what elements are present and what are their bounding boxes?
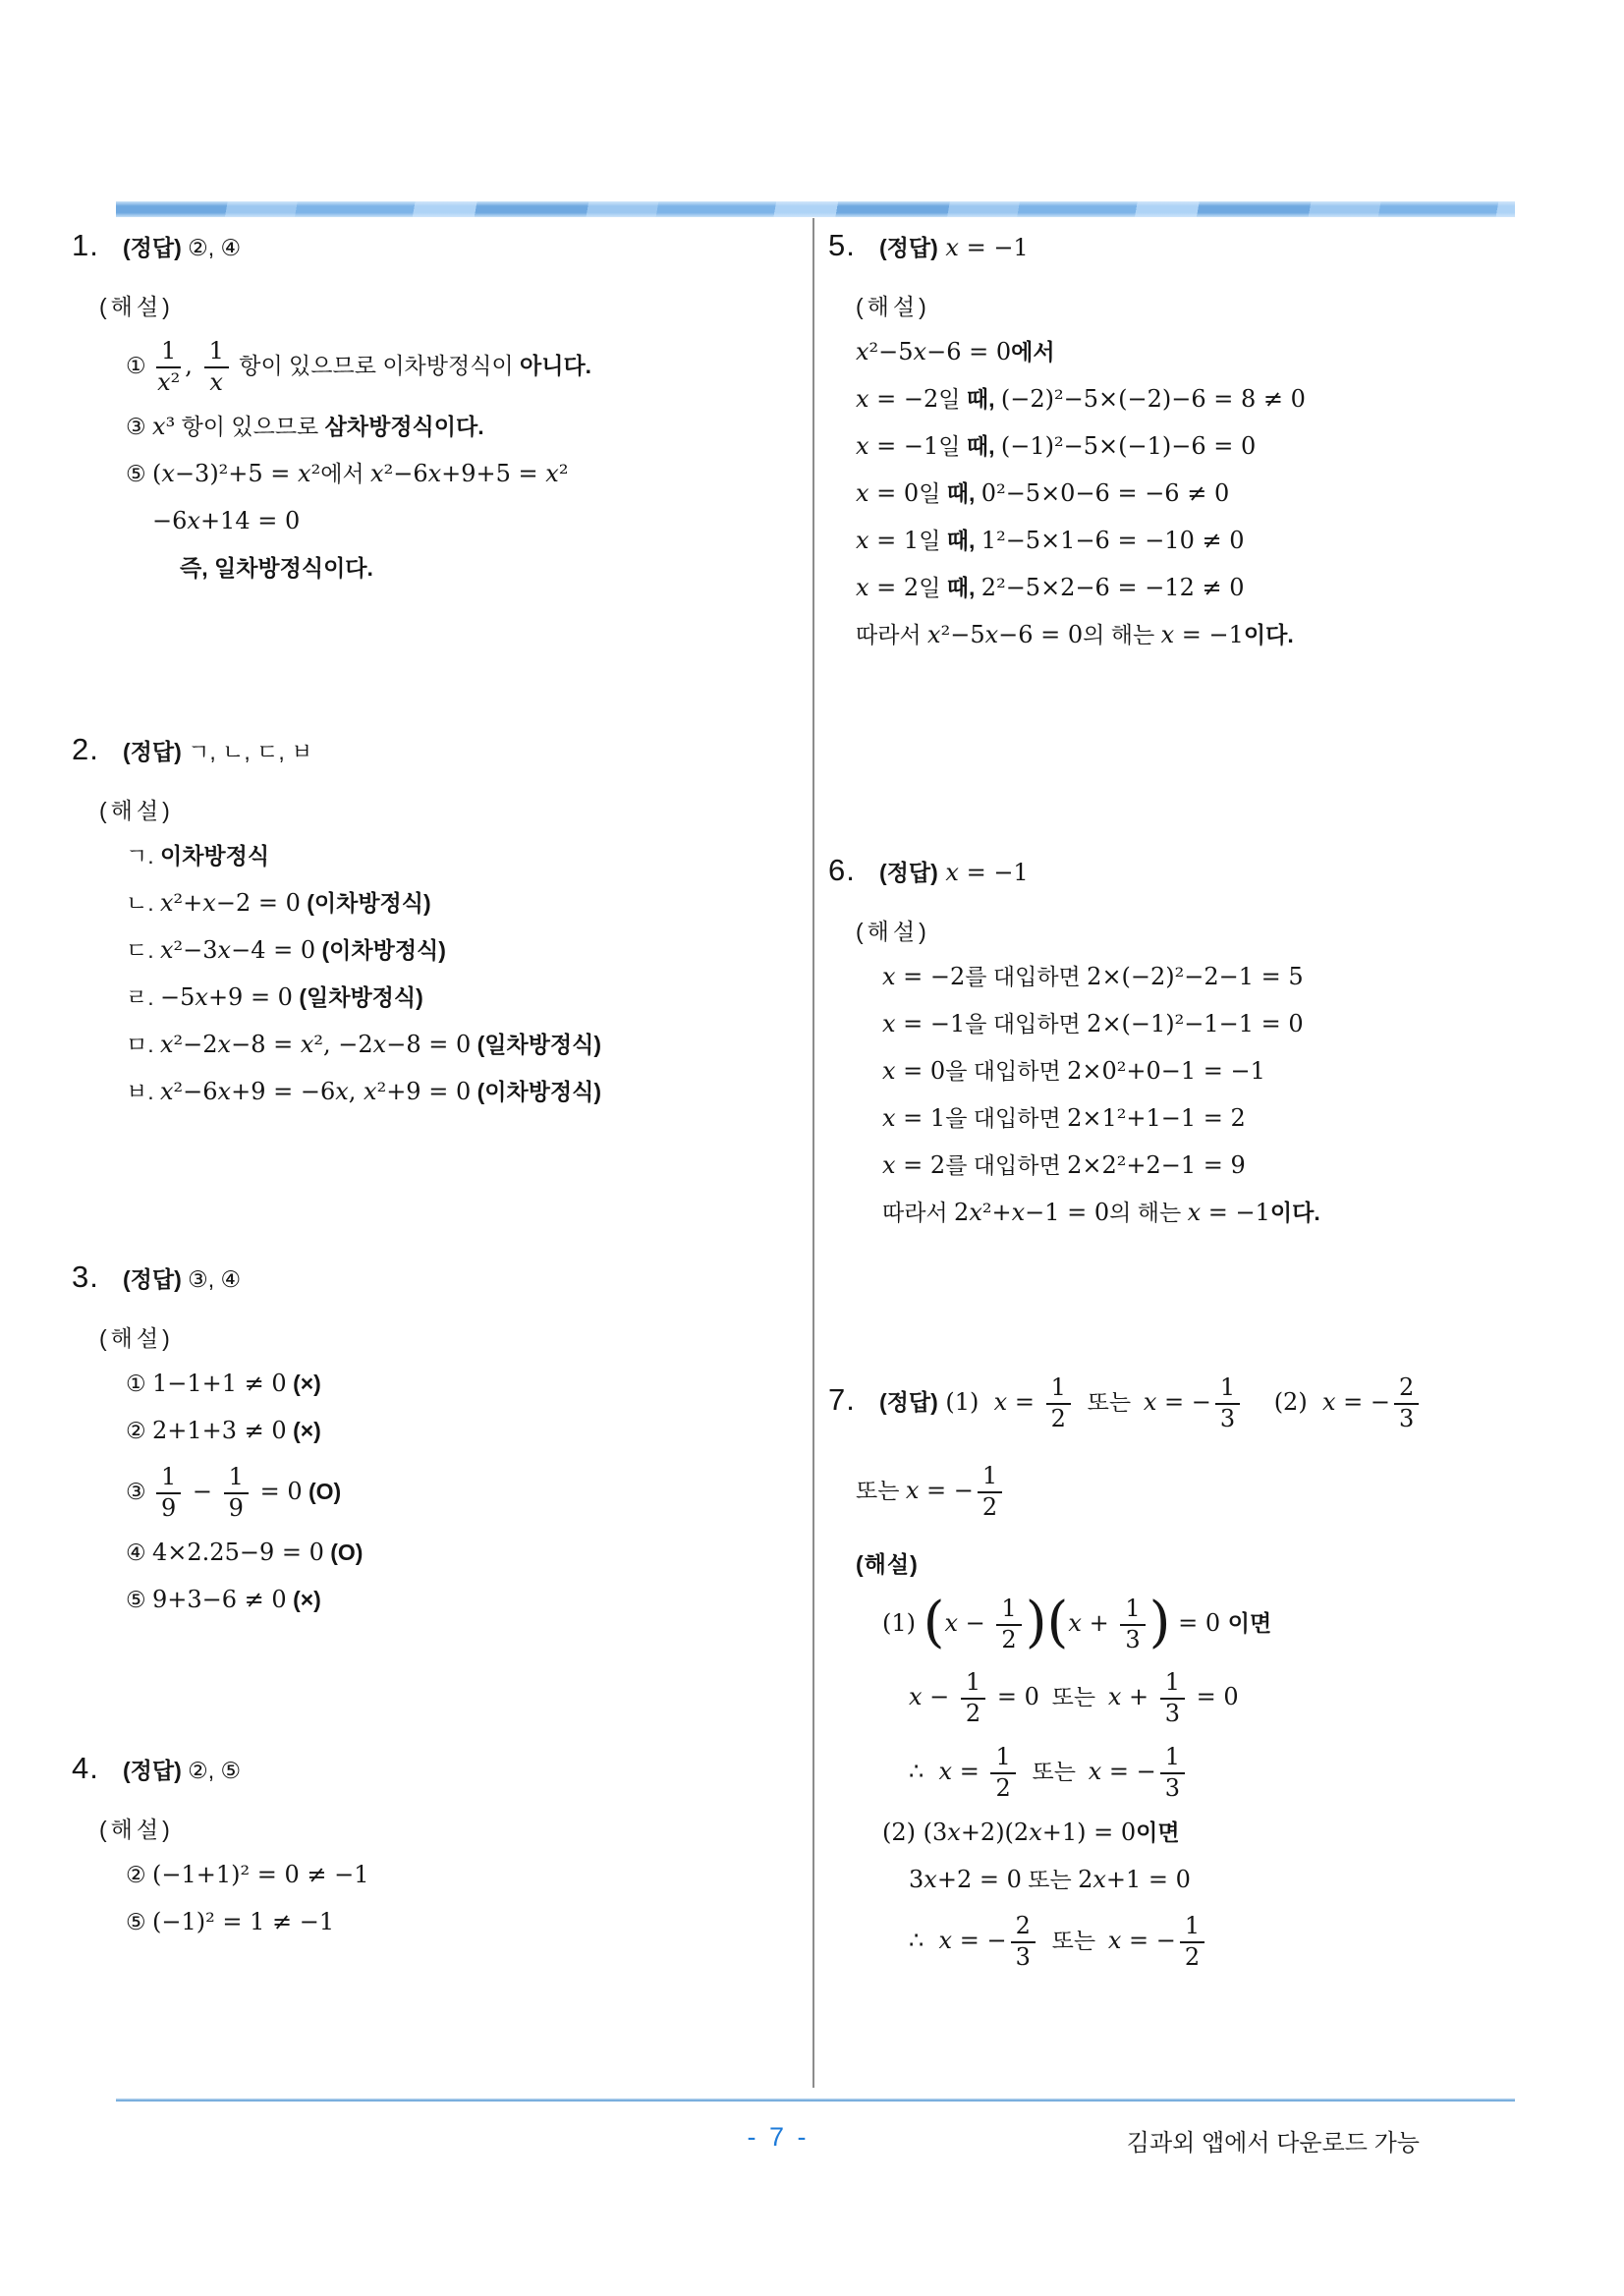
bold-text: 때, [946,480,981,506]
bold-text: 때, [966,386,1001,412]
bold-text: (정답) [123,1266,182,1292]
text-run: ㅁ. [126,1032,160,1057]
math-run: 3 [1398,1404,1415,1432]
text-run: 를 대입하면 [945,1152,1068,1178]
math-run: x = 0 [856,479,920,507]
math-run: x = − [1321,1387,1390,1416]
bold-text: (×) [293,1586,321,1612]
math-run: x²−2x−8 = x², −2x−8 = 0 [160,1031,472,1058]
text-run: ③ [126,413,153,439]
text-run: 또는 [1019,1759,1089,1785]
math-run: −6x+14 = 0 [152,506,301,534]
solution-line [882,1008,1560,1040]
footer-note: 김과외 앱에서 다운로드 가능 [1126,2130,1420,2156]
math-run: 2 [981,1492,998,1521]
math-run: (1) [937,1387,994,1416]
math-run: 3 [1219,1404,1236,1432]
solution-line [126,1415,804,1447]
math-run: x = −1 [945,234,1029,261]
solution-line [126,1859,804,1891]
math-run: 2×2²+2−1 = 9 [1067,1151,1246,1179]
math-run: 1 [1164,1668,1181,1697]
bold-text: (일차방정식) [476,1032,602,1057]
solution-line [126,840,804,872]
math-run: x²−6x+9+5 = x² [370,459,569,487]
math-run: 1 [1219,1373,1236,1401]
math-run: ∴ x = [909,1758,987,1786]
text-run: ① [126,352,153,378]
fraction [1215,1375,1240,1432]
math-run: 2 [1184,1942,1201,1971]
bold-text: (이차방정식) [476,1079,602,1104]
solution-line [856,1461,1560,1521]
math-run: 2x²+x−1 = 0 [954,1199,1110,1226]
fraction [1394,1375,1419,1432]
text-run: 또는 [1038,1684,1108,1710]
solution-line [126,1029,804,1061]
math-run: 1 [228,1463,244,1490]
math-run: x = 2 [856,574,920,601]
answer-line [828,853,1560,888]
text-run: ㄹ. [126,984,160,1010]
text-run: ⑤ [126,1586,153,1612]
answer-line [828,228,1560,263]
math-run: 2 [965,1700,981,1728]
answer-tokens [123,1261,241,1294]
solution-line [882,1590,1560,1654]
math-run: x = −2 [882,963,966,990]
math-run: 1 [161,1463,177,1490]
bold-text: (정답) [879,235,938,260]
text-run: 일 [938,433,967,459]
math-run: 2 [1001,1625,1017,1653]
text-run: ②, ⑤ [181,1758,242,1783]
solution-line [126,339,804,396]
text-run: ㅂ. [126,1079,160,1104]
solution-line [882,1149,1560,1182]
solution-line [126,1906,804,1938]
fraction [1046,1375,1071,1432]
bold-text: (이차방정식) [321,937,446,963]
solution-line [909,1745,1560,1802]
text-run: 일 [919,575,947,600]
text-run: 또는 [856,1477,906,1503]
fraction [961,1670,985,1727]
big-paren: ) [1025,1590,1047,1654]
math-run: x = −1 [945,859,1029,886]
math-run: x = 1 [882,1104,946,1132]
math-run: 9 [161,1493,177,1522]
answer-line [828,1375,1560,1432]
math-run: x²−5x−6 = 0 [927,621,1084,648]
bold-text: 때, [946,575,981,600]
math-run: x = −1 [1187,1199,1270,1226]
math-run: x + [1068,1608,1117,1637]
answer-tokens [879,230,1029,262]
math-run: 2×0²+0−1 = −1 [1067,1057,1265,1085]
math-run: 1 [981,1461,998,1489]
math-run: −5x+9 = 0 [160,983,293,1011]
math-run: 1 [1125,1594,1141,1622]
math-run: (−2)²−5×(−2)−6 = 8 ≠ 0 [1000,385,1306,413]
text-run: 일 [919,528,947,553]
math-run: x = − [1088,1758,1156,1786]
column-divider [812,218,814,2088]
solution-line [180,552,804,585]
math-run: = 0 [252,1477,303,1505]
solution-line [126,458,804,490]
math-run: x² [157,367,181,396]
problem-number: 1. [72,228,99,262]
math-run: 1 [208,337,224,364]
answer-line [72,228,804,263]
text-run: ②, ④ [181,235,242,260]
math-run: x [209,367,223,396]
bold-text: 삼차방정식이다. [324,413,484,439]
math-run: 2+1+3 ≠ 0 [152,1417,287,1444]
math-run: 0²−5×0−6 = −6 ≠ 0 [980,479,1230,507]
fraction [1011,1914,1036,1971]
explanation-label: (해설) [856,294,930,319]
text-run: ㄴ. [126,890,160,916]
math-run: 1 [1164,1743,1181,1771]
text-run: ② [126,1862,153,1887]
text-run: ⑤ [126,1909,153,1934]
answer-tokens [123,734,312,766]
bold-text: 이차방정식 [160,843,270,868]
explanation-label: (해설) [856,1550,919,1577]
math-run: 1 [995,1743,1011,1771]
math-run: x = −1 [882,1010,966,1037]
math-run: x = −2 [856,385,939,413]
fraction [978,1461,1002,1521]
bold-text: (정답) [123,235,182,260]
math-run: 1 [1050,1373,1066,1401]
fraction [1180,1914,1204,1971]
text-run: 또는 [1074,1388,1144,1415]
fraction [204,339,229,396]
text-run: 일 [919,480,947,506]
solution-line [126,1076,804,1108]
text-run: ② [126,1418,153,1443]
solution-line [882,1102,1560,1135]
explanation-label: (해설) [99,798,174,823]
bold-text: 때, [966,433,1001,459]
text-run: 따라서 [882,1200,955,1225]
text-run: ㄱ. [126,843,160,868]
math-run: x = 1 [856,527,920,554]
math-run: 2x+1 = 0 [1078,1866,1191,1894]
bold-text: 아니다. [520,352,592,378]
math-run: = 0 [1170,1608,1228,1637]
text-run: 의 해는 [1083,622,1161,647]
big-paren: ( [1046,1590,1069,1654]
big-paren: ( [923,1590,945,1654]
math-run: x = − [1107,1927,1176,1955]
text-run: 따라서 [856,622,928,647]
problem-number: 4. [72,1751,99,1785]
page-number: - 7 - [747,2122,810,2152]
math-run: 1 [965,1668,981,1697]
solution-line [856,430,1560,463]
bold-text: 이다. [1243,622,1294,647]
math-run: 3x+2 = 0 [909,1866,1022,1894]
math-run: 2 [995,1774,1011,1803]
math-run: 1−1+1 ≠ 0 [152,1370,287,1397]
math-run: (−1)²−5×(−1)−6 = 0 [1000,432,1257,460]
problem-4 [72,1751,804,1938]
header-decoration-bar [116,201,1515,217]
math-run: 2×(−1)²−1−1 = 0 [1087,1010,1304,1037]
math-run: 3 [1015,1942,1031,1971]
bold-text: 에서 [1011,339,1055,364]
math-run: (2) [1244,1387,1322,1416]
bold-text: 이면 [1227,1609,1272,1636]
problem-1 [72,228,804,585]
solution-line [882,1055,1560,1088]
math-run: ∴ x = − [909,1927,1007,1955]
solution-line [856,383,1560,416]
text-run: 항이 있으므로 이차방정식이 [232,352,521,378]
bold-text: (×) [293,1418,321,1443]
bold-text: 때, [946,528,981,553]
solution-line [126,887,804,920]
math-run: 3 [1164,1774,1181,1803]
fraction [1120,1596,1145,1653]
math-run: 3 [1164,1700,1181,1728]
explanation-label: (해설) [99,1817,174,1842]
math-run: 3 [1125,1625,1141,1653]
fraction [1160,1670,1185,1727]
math-run: 2 [1050,1404,1066,1432]
answer-tokens [123,230,241,262]
bold-text: (O) [330,1539,364,1565]
bold-text: 이다. [1269,1200,1320,1225]
text-run: ① [126,1371,153,1396]
explanation-label: (해설) [856,919,930,944]
text-run: 또는 [1021,1867,1079,1893]
math-run: 2×(−2)²−2−1 = 5 [1087,963,1304,990]
text-run: ④ [126,1539,153,1565]
solution-line [856,336,1560,368]
problem-number: 6. [828,853,856,887]
bold-text: (×) [293,1371,321,1396]
math-run: x + [1107,1683,1156,1711]
solution-line [909,1864,1560,1896]
explanation-label: (해설) [99,1325,174,1351]
solution-line [856,477,1560,510]
math-run: 1 [1184,1912,1201,1940]
math-run: x = 0 [882,1057,946,1085]
bold-text: (정답) [879,860,938,885]
answer-line [72,1260,804,1295]
solution-line [126,934,804,967]
text-run: 에서 [320,460,371,486]
problem-number: 2. [72,732,99,766]
math-run: x = − [1143,1387,1211,1416]
big-paren: ) [1148,1590,1171,1654]
math-run: (−1+1)² = 0 ≠ −1 [152,1861,369,1888]
problem-number: 3. [72,1260,99,1294]
math-run: (1) [882,1608,924,1637]
bold-text: (이차방정식) [307,890,431,916]
fraction [156,339,181,396]
math-run: 1²−5×1−6 = −10 ≠ 0 [980,527,1245,554]
text-run: 을 대입하면 [945,1058,1068,1084]
footer-rule [116,2099,1515,2101]
fraction [1160,1745,1185,1802]
bold-text: 즉, 일차방정식이다. [180,554,373,581]
answer-tokens [123,1753,241,1785]
math-run: (−1)² = 1 ≠ −1 [152,1908,335,1935]
math-run: x = 2 [882,1151,946,1179]
math-run: 9+3−6 ≠ 0 [152,1585,287,1613]
bold-text: (정답) [879,1388,938,1415]
solution-line [856,619,1560,651]
text-run: ③ [126,1478,153,1504]
problem-number: 7. [828,1381,856,1417]
math-run: x²−3x−4 = 0 [160,936,316,964]
bold-text: (O) [308,1478,342,1504]
solution-line [909,1670,1560,1727]
answer-tokens [879,855,1029,887]
math-run: x²−5x−6 = 0 [856,338,1012,365]
math-run: − [185,1477,220,1505]
math-run: x − [944,1608,993,1637]
math-run: 1 [1001,1594,1017,1622]
bold-text: (정답) [123,739,182,764]
text-run: 을 대입하면 [965,1011,1088,1036]
solution-line [856,525,1560,557]
math-run: x²−6x+9 = −6x, x²+9 = 0 [160,1078,472,1105]
answer-line [72,732,804,767]
math-run: (2) (3x+2)(2x+1) = 0 [882,1819,1137,1847]
text-run: 또는 [1038,1928,1108,1954]
problem-number: 5. [828,228,856,262]
text-run: 를 대입하면 [965,964,1088,989]
bold-text: (정답) [123,1758,182,1783]
math-run: x²+x−2 = 0 [160,889,301,917]
fraction [996,1596,1021,1653]
text-run: ㄷ. [126,937,160,963]
math-run: x = − [905,1476,974,1504]
problem-5 [828,228,1560,651]
math-run: = 0 [1189,1683,1239,1711]
solution-line [909,1914,1560,1971]
explanation-label: (해설) [99,294,174,319]
problem-3 [72,1260,804,1616]
solution-line [856,572,1560,604]
math-run: 4×2.25−9 = 0 [152,1538,324,1566]
fraction [156,1465,181,1522]
math-run: 1 [161,337,177,364]
fraction [224,1465,249,1522]
math-run: (x−3)²+5 = x² [152,459,321,487]
solution-line [126,981,804,1014]
text-run: ⑤ [126,460,153,486]
problem-2 [72,732,804,1108]
text-run: 의 해는 [1109,1200,1188,1225]
bold-text: (일차방정식) [299,984,423,1010]
math-run: x = −1 [1160,621,1244,648]
solution-line [152,505,804,537]
text-run: 항이 있으므로 [175,413,325,439]
text-run: ㄱ, ㄴ, ㄷ, ㅂ [181,739,313,764]
text-run: 을 대입하면 [945,1105,1068,1131]
solution-line [126,1465,804,1522]
text-run: 일 [938,386,967,412]
problem-6 [828,853,1560,1229]
answer-line [72,1751,804,1786]
solution-line [882,961,1560,993]
math-run: x − [909,1683,957,1711]
math-run: 2 [1398,1373,1415,1401]
solution-line [126,1584,804,1616]
math-run: 9 [228,1493,244,1522]
fraction [990,1745,1015,1802]
answer-tokens [879,1375,1423,1432]
text-run: ③, ④ [181,1266,242,1292]
solution-line [126,1368,804,1400]
bold-text: 이면 [1136,1820,1180,1846]
math-run: = 0 [989,1683,1039,1711]
math-run: 2×1²+1−1 = 2 [1067,1104,1246,1132]
math-run: x = [993,1387,1042,1416]
solution-line [882,1197,1560,1229]
math-run: , [185,351,200,379]
problem-7 [828,1375,1560,1971]
math-run: x = −1 [856,432,939,460]
math-run: 2 [1015,1912,1031,1940]
solution-line [126,411,804,443]
solution-line [126,1537,804,1569]
math-run: 2²−5×2−6 = −12 ≠ 0 [980,574,1245,601]
math-run: x³ [152,412,176,440]
solution-line [882,1817,1560,1849]
